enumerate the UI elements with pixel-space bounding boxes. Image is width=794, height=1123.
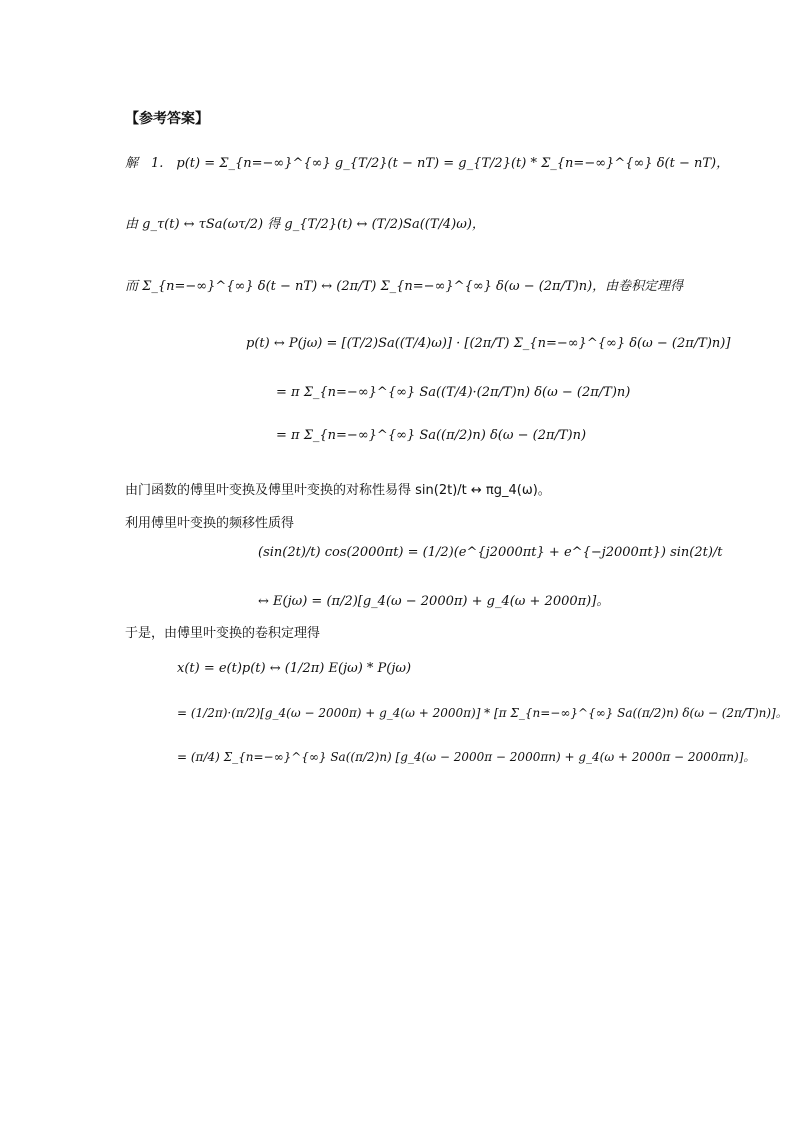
equation-p-step-2: = π Σ_{n=−∞}^{∞} Sa((T/4)·(2π/T)n) δ(ω − (2π/T)n) <box>276 385 631 400</box>
equation-p-step-3: = π Σ_{n=−∞}^{∞} Sa((π/2)n) δ(ω − (2π/T)n) <box>276 428 587 443</box>
frequency-shift-sentence: 利用傅里叶变换的频移性质得 <box>125 516 295 531</box>
equation-p-transform: p(t) ↔ P(jω) = [(T/2)Sa((T/4)ω)] · [(2π/T) Σ_{n=−∞}^{∞} δ(ω − (2π/T)n)] <box>246 336 731 351</box>
solution-line-3: 而 Σ_{n=−∞}^{∞} δ(t − nT) ↔ (2π/T) Σ_{n=−∞}^{∞} δ(ω − (2π/T)n)，由卷积定理得 <box>125 279 684 294</box>
solution-line-1: 解 1. p(t) = Σ_{n=−∞}^{∞} g_{T/2}(t − nT) = g_{T/2}(t) * Σ_{n=−∞}^{∞} δ(t − nT)， <box>125 156 730 171</box>
symmetry-sentence: 由门函数的傅里叶变换及傅里叶变换的对称性易得 sin(2t)/t ↔ πg_4(ω)。 <box>125 483 551 498</box>
equation-x-step-2: = (1/2π)·(π/2)[g_4(ω − 2000π) + g_4(ω + 2000π)] * [π Σ_{n=−∞}^{∞} Sa((π/2)n) δ(ω − (2π/T)n)]。 <box>177 706 788 720</box>
solution-line-2: 由 g_τ(t) ↔ τSa(ωτ/2) 得 g_{T/2}(t) ↔ (T/2)Sa((T/4)ω)， <box>125 217 485 232</box>
answer-heading: 【参考答案】 <box>125 111 209 127</box>
convolution-sentence: 于是，由傅里叶变换的卷积定理得 <box>125 626 321 641</box>
equation-E-transform: ↔ E(jω) = (π/2)[g_4(ω − 2000π) + g_4(ω + 2000π)]。 <box>258 594 610 609</box>
equation-modulation: (sin(2t)/t) cos(2000πt) = (1/2)(e^{j2000πt} + e^{−j2000πt}) sin(2t)/t <box>258 545 723 560</box>
equation-x-transform: x(t) = e(t)p(t) ↔ (1/2π) E(jω) * P(jω) <box>177 661 412 676</box>
equation-x-step-3: = (π/4) Σ_{n=−∞}^{∞} Sa((π/2)n) [g_4(ω − 2000π − 2000πn) + g_4(ω + 2000π − 2000πn)]。 <box>177 750 756 764</box>
